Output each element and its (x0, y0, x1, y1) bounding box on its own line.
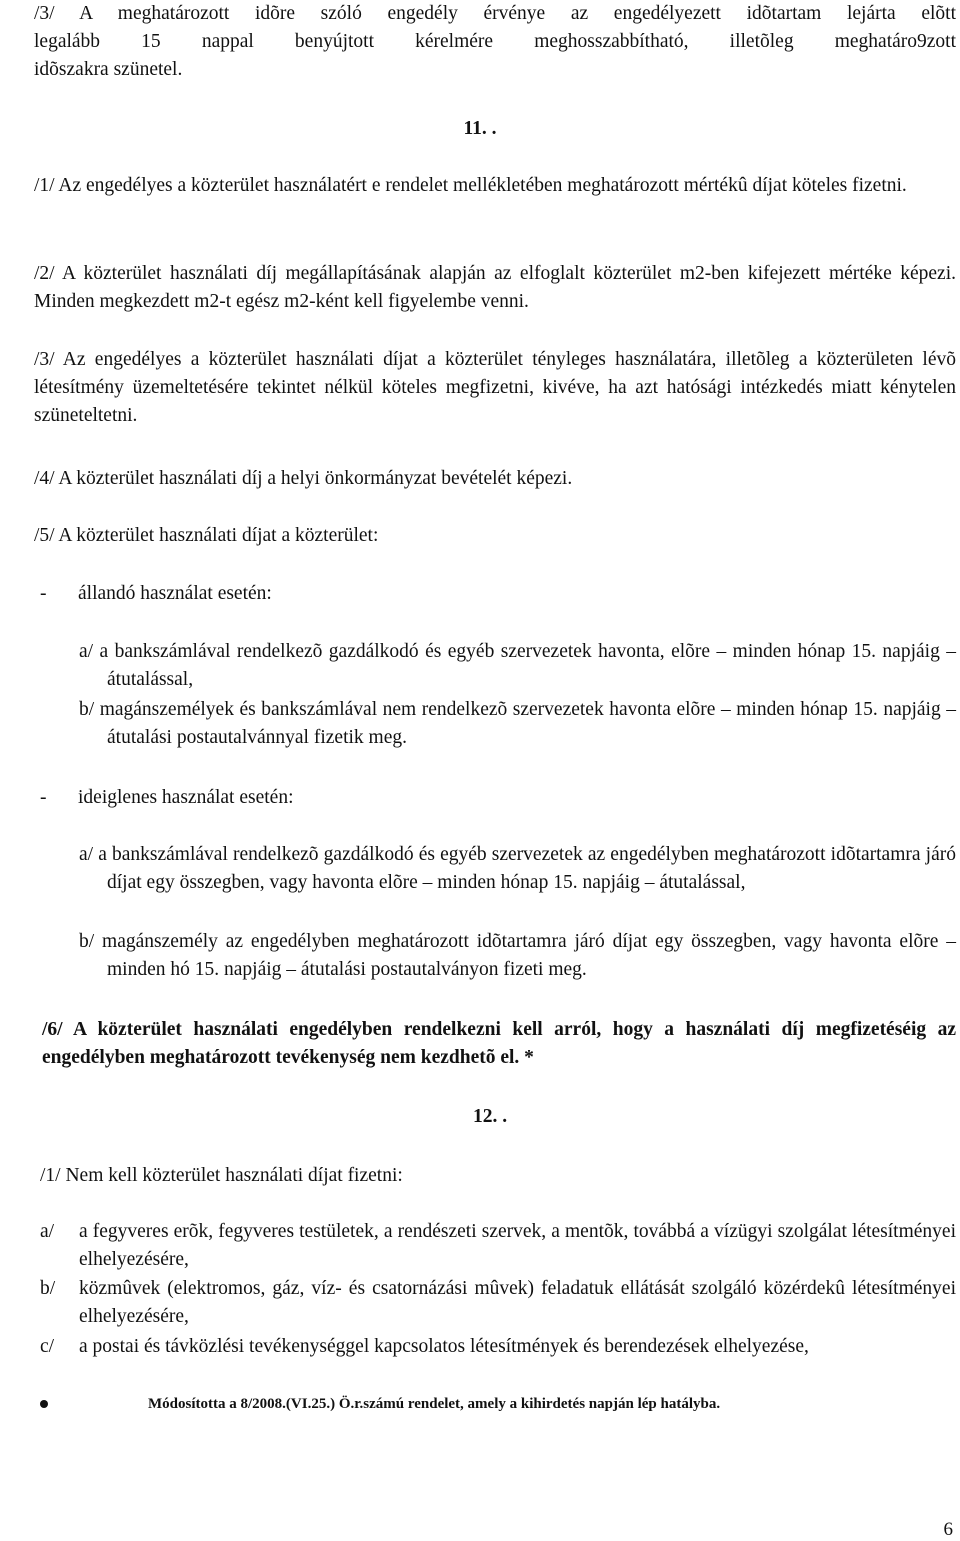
dash-label: ideiglenes használat esetén: (78, 787, 294, 808)
item-text: közmûvek (elektromos, gáz, víz- és csatornázási mûvek) feladatuk ellátását szolgáló közérdekû létesítményei elhelyezésére, (79, 1278, 956, 1327)
section-11-paragraph-1: /1/ Az engedélyes a közterület használatért e rendelet mellékletében meghatározott mértékû díjat köteles fizetni. (34, 175, 907, 196)
footnote-text: Módosította a 8/2008.(VI.25.) Ö.r.számú rendelet, amely a kihirdetés napján lép hatályba. (148, 1396, 721, 1412)
dash-item-temporary (40, 784, 294, 812)
paragraph-3-prev-line2: legalább 15 nappal benyújtott kérelmére meghosszabbítható, illetõleg meghatáro9zott (34, 31, 956, 52)
item-text: a fegyveres erõk, fegyveres testületek, a rendészeti szervek, a mentõk, továbbá a vízügyi szolgálat létesítményei elhelyezésére, (79, 1221, 956, 1270)
paragraph-3-prev-line3: idõszakra szünetel. (34, 59, 183, 80)
dash-label: állandó használat esetén: (78, 583, 272, 604)
item-marker: b/ (40, 1278, 56, 1299)
section-12-paragraph-1: /1/ Nem kell közterület használati díjat fizetni: (40, 1165, 403, 1186)
permanent-item-a: a/ a bankszámlával rendelkezõ gazdálkodó és egyéb szervezetek havonta, elõre – minden hónap 15. napjáig – átutalással, (79, 641, 956, 690)
dash-marker: - (40, 787, 47, 808)
paragraph-3-prev-line1: /3/ A meghatározott idõre szóló engedély érvénye az engedélyezett idõtartam lejárta elõtt (34, 3, 956, 24)
dash-item-permanent (40, 580, 272, 608)
section-11-heading: 11. . (463, 118, 497, 139)
section-11-paragraph-4: /4/ A közterület használati díj a helyi önkormányzat bevételét képezi. (34, 468, 573, 489)
bullet-icon (40, 1400, 48, 1408)
page-number: 6 (943, 1519, 953, 1540)
dash-marker: - (40, 583, 47, 604)
temporary-item-a: a/ a bankszámlával rendelkezõ gazdálkodó és egyéb szervezetek az engedélyben meghatározott idõtartamra járó díjat egy összegben, vagy havonta elõre – minden hónap 15. napjáig – átutalással, (79, 844, 956, 893)
section-12-item-a (40, 1218, 956, 1274)
item-marker: c/ (40, 1336, 55, 1357)
section-11-paragraph-5: /5/ A közterület használati díjat a közterület: (34, 525, 379, 546)
item-marker: a/ (40, 1221, 55, 1242)
footnote (40, 1392, 720, 1416)
temporary-item-b: b/ magánszemély az engedélyben meghatározott idõtartamra járó díjat egy összegben, vagy havonta elõre – minden hó 15. napjáig – átutalási postautalványon fizeti meg. (79, 931, 956, 980)
section-11-paragraph-2: /2/ A közterület használati díj megállapításának alapján az elfoglalt közterület m2-ben kifejezett mértéke képezi. Minden megkezdett m2-t egész m2-ként kell figyelembe venni. (34, 263, 956, 312)
section-11-paragraph-3: /3/ Az engedélyes a közterület használati díjat a közterület tényleges használatára, illetõleg a közterületen lévõ létesítmény üzemeltetésére tekintet nélkül köteles megfizetni, kivéve, ha azt hatósági intézkedés miatt kénytelen szüneteltetni. (34, 349, 956, 426)
section-12-heading: 12. . (472, 1106, 508, 1127)
section-12-item-b (40, 1275, 956, 1331)
section-11-paragraph-6: /6/ A közterület használati engedélyben rendelkezni kell arról, hogy a használati díj megfizetéséig az engedélyben meghatározott tevékenység nem kezdhetõ el. * (42, 1019, 956, 1068)
section-12-item-c (40, 1333, 956, 1361)
permanent-item-b: b/ magánszemélyek és bankszámlával nem rendelkezõ szervezetek havonta elõre – minden hónap 15. napjáig – átutalási postautalvánnyal fizetik meg. (79, 699, 956, 748)
item-text: a postai és távközlési tevékenységgel kapcsolatos létesítmények és berendezések elhelyezése, (79, 1336, 809, 1357)
